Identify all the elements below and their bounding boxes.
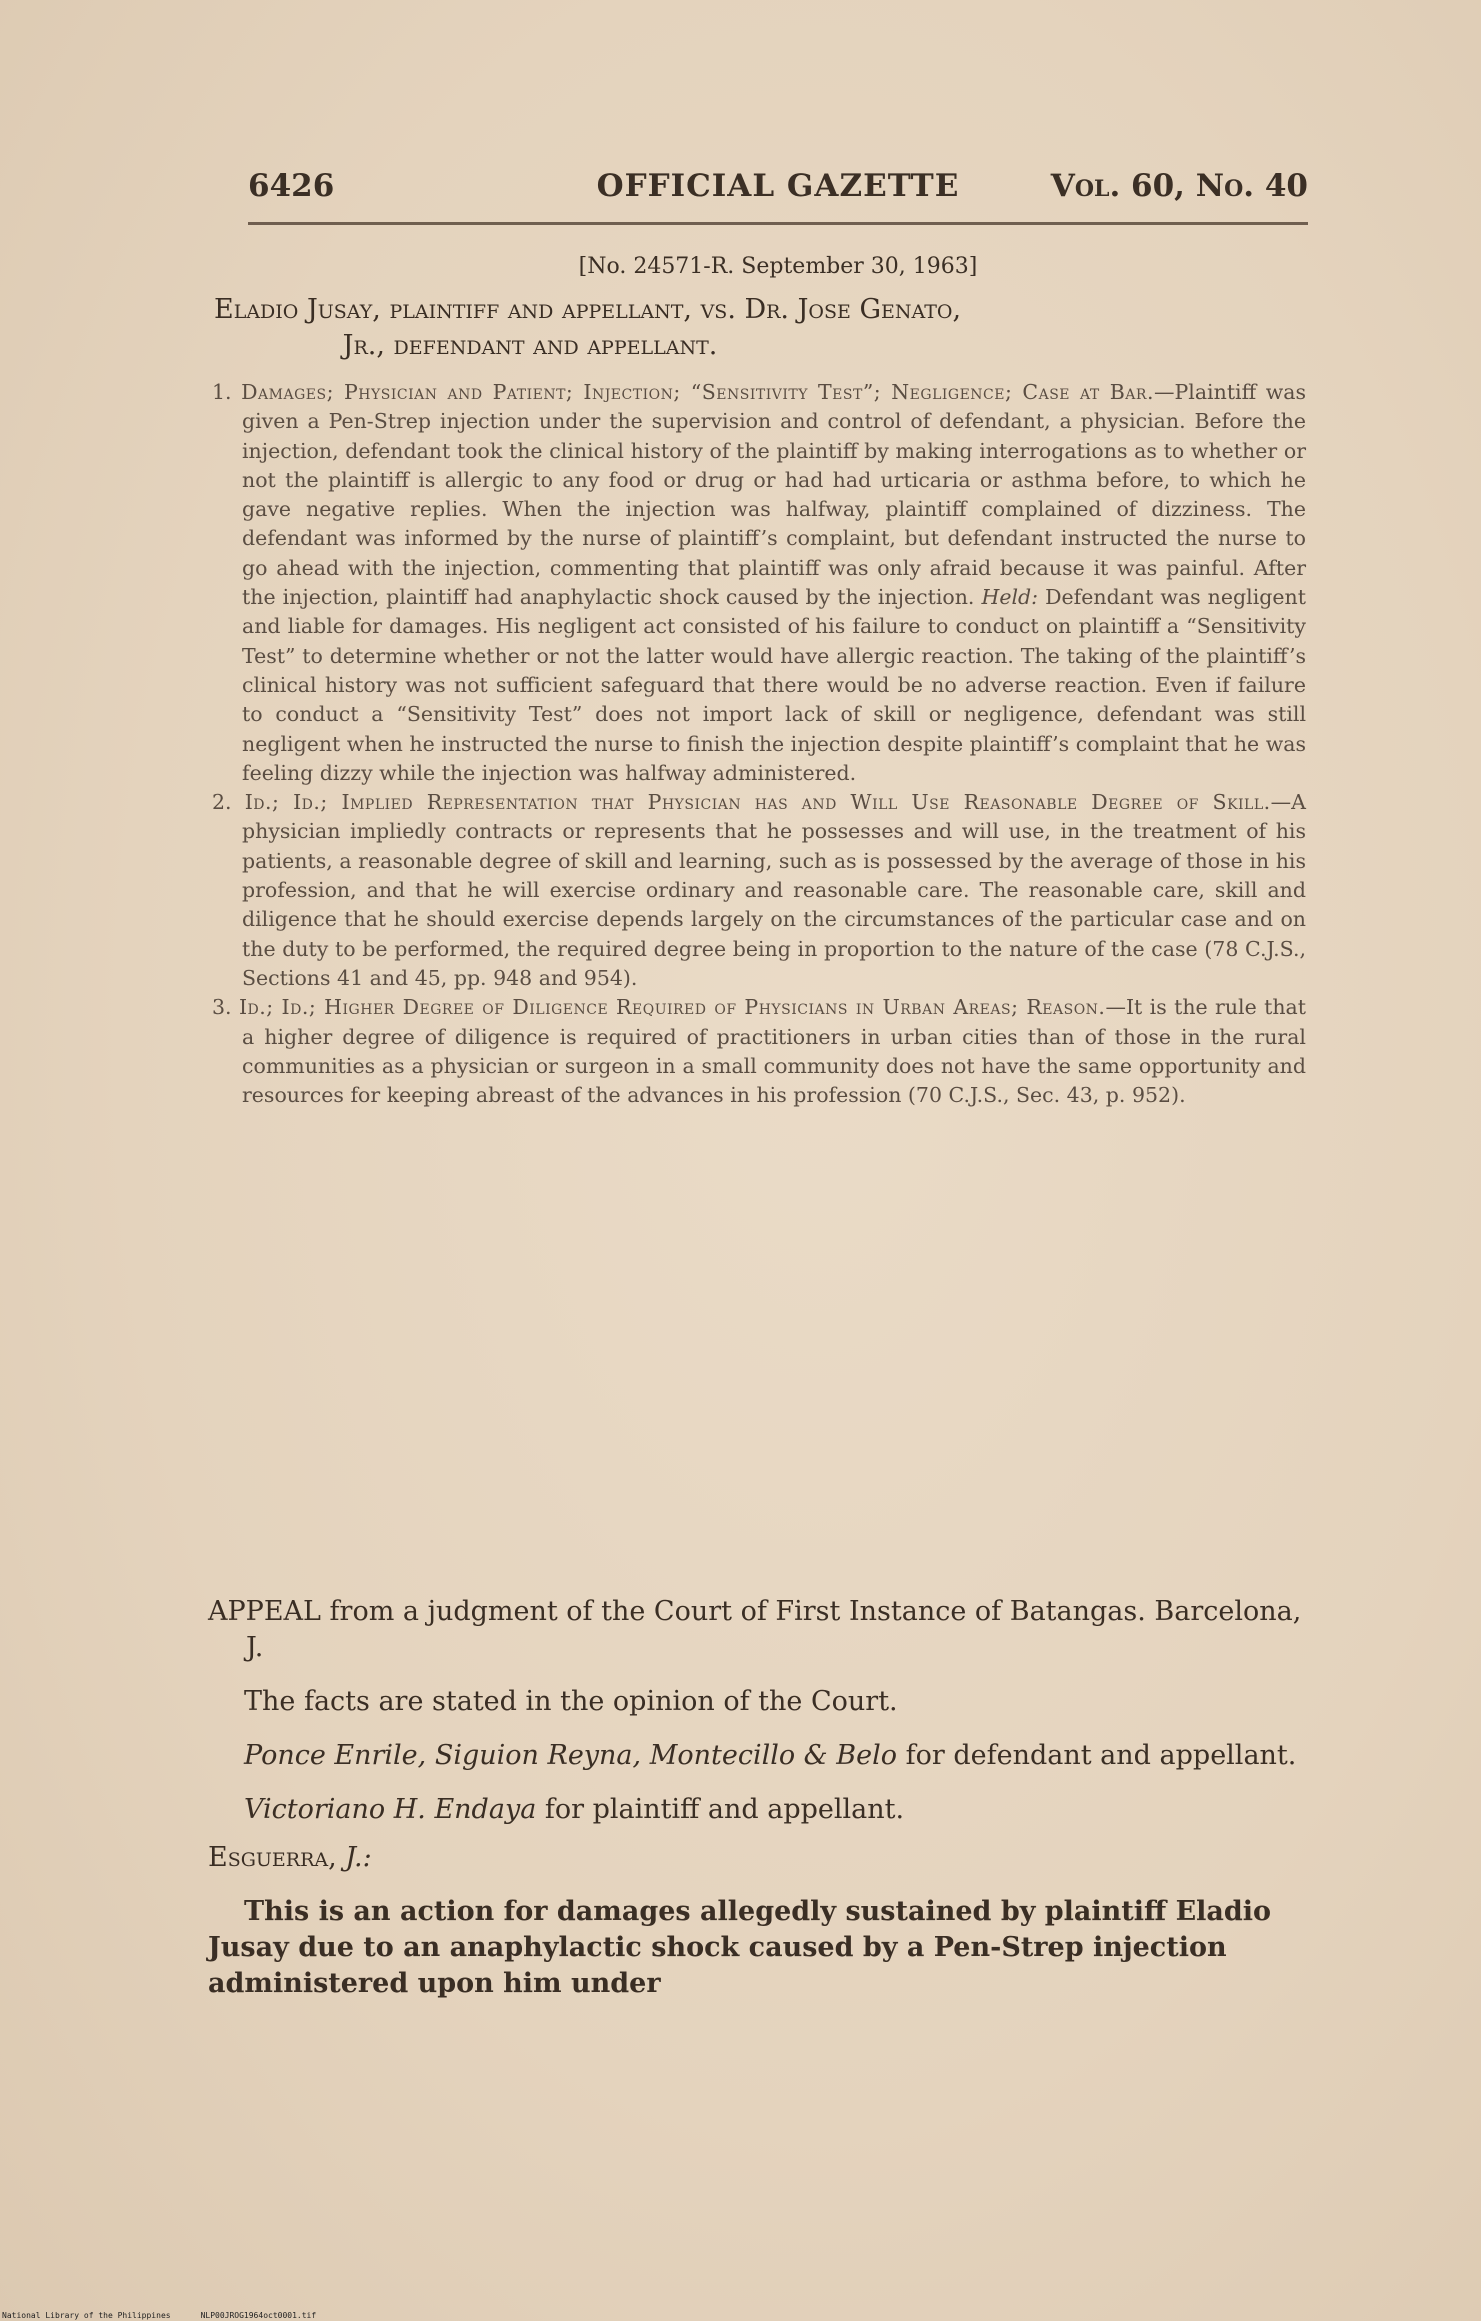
decision-body — [208, 1594, 1308, 2002]
facts-statement: The facts are stated in the opinion of the Court. — [244, 1686, 898, 1717]
author-name: Esguerra, — [208, 1842, 337, 1873]
held-label: Held: — [981, 585, 1039, 610]
counsel-defendant — [208, 1738, 1308, 1774]
counsel-defendant-names: Ponce Enrile, Siguion Reyna, Montecillo & Belo — [244, 1740, 898, 1771]
header-rule — [248, 222, 1308, 225]
syllabus-number: 2. — [212, 790, 232, 815]
counsel-plaintiff-role: for plaintiff and appellant. — [544, 1794, 905, 1825]
parties-line-1: Eladio Jusay, plaintiff and appellant, vs. Dr. Jose Genato, — [214, 294, 962, 325]
opinion-text: This is an action for damages allegedly sustained by plaintiff Eladio Jusay due to an anaphylactic shock caused by a Pen-Strep injection administered upon him under — [208, 1896, 1272, 1999]
scan-footer — [2, 2311, 346, 2320]
syllabus-heading: Id.; Id.; Implied Representation that Physician has and Will Use Reasonable Degree of Skill. — [244, 790, 1271, 815]
page-header — [248, 168, 1308, 208]
case-parties — [214, 292, 1274, 364]
parties-line-2: Jr., defendant and appellant. — [342, 330, 718, 361]
syllabus-text-held: Defendant was negligent and liable for damages. His negligent act consisted of his failure to conduct on plaintiff a “Sensitivity Test” to determine whether or not the latter would have allergic reaction. The taking of the plaintiff’s clinical history was not sufficient safeguard that there would be no adverse reaction. Even if failure to conduct a “Sensitivity Test” does not import lack of skill or negligence, defendant was still negligent when he instructed the nurse to finish the injection despite plaintiff’s complaint that he was feeling dizzy while the injection was halfway administered. — [242, 585, 1306, 785]
syllabus-text: —A physician impliedly contracts or represents that he possesses and will use, in the treatment of his patients, a reasonable degree of skill and learning, such as is possessed by the average of those in his profession, and that he will exercise ordinary and reasonable care. The reasonable care, skill and diligence that he should exercise depends largely on the circumstances of the particular case and on the duty to be performed, the required degree being in proportion to the nature of the case (78 C.J.S., Sections 41 and 45, pp. 948 and 954). — [242, 790, 1306, 990]
syllabus-text: —Plaintiff was given a Pen-Strep injection under the supervision and control of defendant, a physician. Before the injection, defendant took the clinical history of the plaintiff by making interrogations as to whether or not the plaintiff is allergic to any food or drug or had had urticaria or asthma before, to which he gave negative replies. When the injection was halfway, plaintiff complained of dizziness. The defendant was informed by the nurse of plaintiff’s complaint, but defendant instructed the nurse to go ahead with the injection, commenting that plaintiff was only afraid because it was painful. After the injection, plaintiff had anaphylactic shock caused by the injection. — [242, 380, 1306, 610]
counsel-plaintiff-name: Victoriano H. Endaya — [244, 1794, 537, 1825]
counsel-plaintiff — [208, 1792, 1308, 1828]
publication-title: OFFICIAL GAZETTE — [596, 168, 960, 204]
syllabus-number: 1. — [212, 380, 232, 404]
syllabus-item — [212, 993, 1306, 1110]
opinion-author — [208, 1840, 1308, 1876]
syllabus — [212, 378, 1306, 1110]
case-docket: [No. 24571-R. September 30, 1963] — [578, 254, 978, 279]
footer-file: NLP00JROG1964oct0001.tif — [200, 2311, 317, 2320]
footer-library: National Library of the Philippines — [2, 2311, 171, 2320]
author-suffix: J.: — [345, 1842, 372, 1873]
syllabus-text: —It is the rule that a higher degree of diligence is required of practitioners in urban cities than of those in the rural communities as a physician or surgeon in a small community does not have the same opportunity and resources for keeping abreast of the advances in his profession (70 C.J.S., Sec. 43, p. 952). — [242, 995, 1306, 1108]
counsel-defendant-role: for defendant and appellant. — [905, 1740, 1297, 1771]
syllabus-heading: Damages; Physician and Patient; Injection; “Sensitivity Test”; Negligence; Case at Bar. — [241, 380, 1154, 404]
syllabus-item — [212, 378, 1306, 788]
syllabus-number: 3. — [212, 995, 232, 1020]
volume-number: Vol. 60, No. 40 — [1050, 168, 1308, 204]
appeal-statement: APPEAL from a judgment of the Court of First Instance of Batangas. Barcelona, J. — [208, 1596, 1302, 1663]
syllabus-heading: Id.; Id.; Higher Degree of Diligence Required of Physicians in Urban Areas; Reason. — [238, 995, 1106, 1020]
page-number: 6426 — [248, 168, 335, 204]
syllabus-item — [212, 788, 1306, 993]
